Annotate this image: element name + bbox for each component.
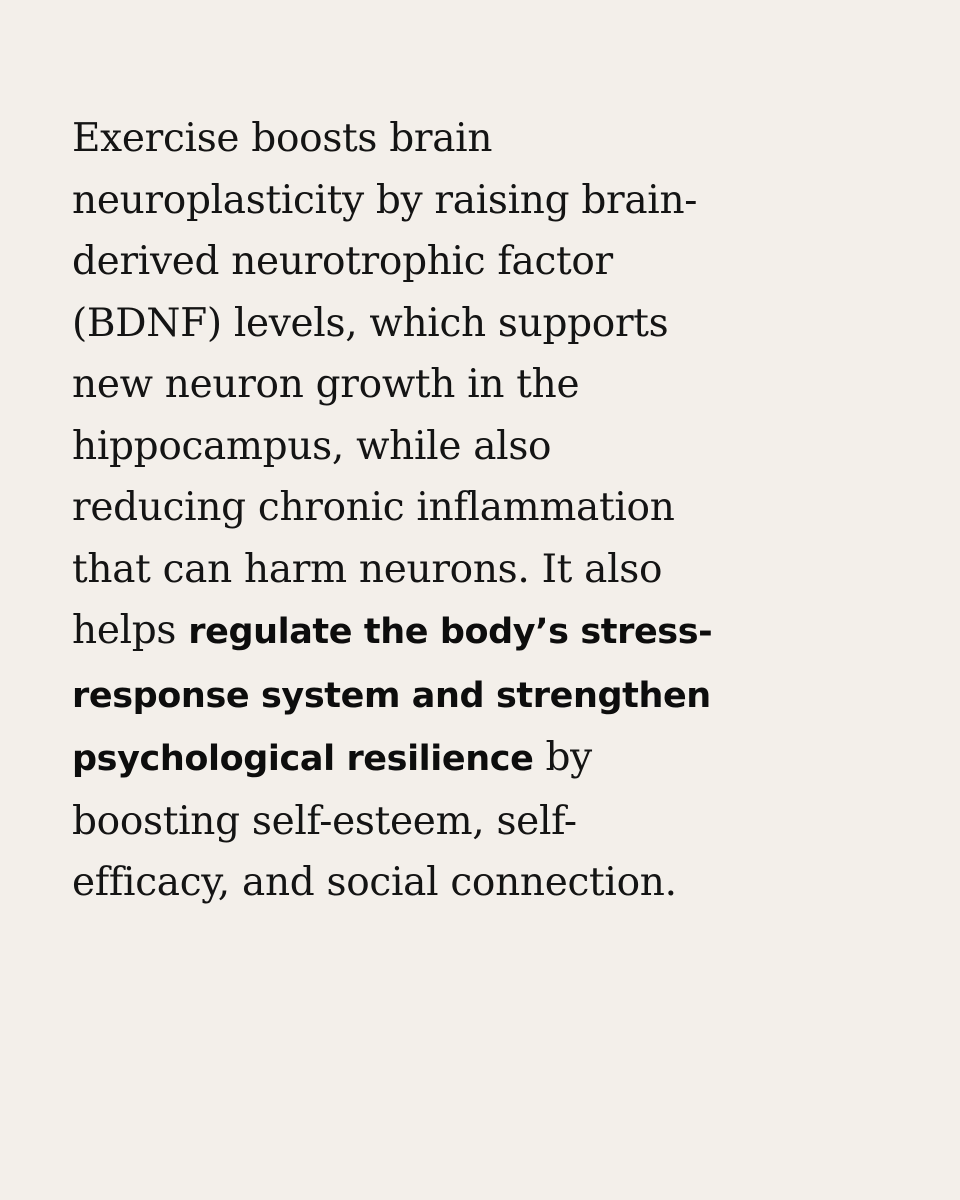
paragraph-line xyxy=(72,354,732,416)
body-paragraph xyxy=(72,108,732,914)
paragraph-line xyxy=(72,852,732,914)
text-run: derived neurotrophic factor xyxy=(72,239,613,284)
text-run: reducing chronic inflammation xyxy=(72,485,675,530)
paragraph-line xyxy=(72,727,732,791)
text-run: by xyxy=(533,735,592,780)
text-run: boosting self-esteem, self- xyxy=(72,798,577,844)
text-run: Exercise boosts brain xyxy=(72,116,493,161)
paragraph-line xyxy=(72,170,732,232)
paragraph-line xyxy=(72,477,732,539)
paragraph-line xyxy=(72,293,732,355)
paragraph-line xyxy=(72,231,732,293)
paragraph-line xyxy=(72,108,732,170)
paragraph-line xyxy=(72,539,732,601)
text-run: that can harm neurons. It also xyxy=(72,546,663,592)
paragraph-line xyxy=(72,664,732,728)
paragraph-line xyxy=(72,791,732,853)
text-run: hippocampus, while also xyxy=(72,423,552,469)
text-run: new neuron growth in the xyxy=(72,362,580,407)
text-run: helps xyxy=(72,608,189,653)
emphasis-text: psychological resilience xyxy=(72,739,534,779)
text-run: efficacy, and social connection. xyxy=(72,860,677,905)
emphasis-text: regulate the body’s stress- xyxy=(188,612,713,652)
paragraph-line xyxy=(72,416,732,478)
text-run: neuroplasticity by raising brain- xyxy=(72,177,698,223)
emphasis-text: response system and strengthen xyxy=(72,675,711,716)
text-run: (BDNF) levels, which supports xyxy=(72,300,669,346)
paragraph-line xyxy=(72,600,732,664)
